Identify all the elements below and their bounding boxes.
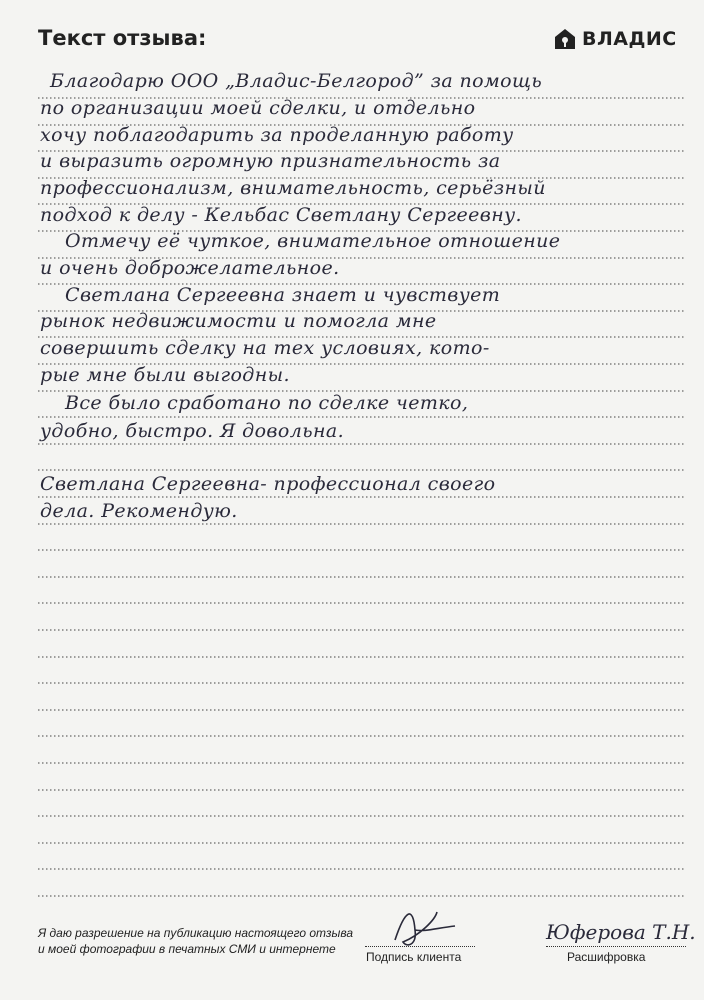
consent-line-2: и моей фотографии в печатных СМИ и интернете [38,942,336,956]
review-line: удобно, быстро. Я довольна. [40,420,345,442]
brand-name: ВЛАДИС [582,28,677,50]
review-line: и выразить огромную признательность за [40,150,501,172]
review-line: Светлана Сергеевна- профессионал своего [40,473,496,495]
review-line: Отмечу её чуткое, внимательное отношение [65,230,561,252]
review-line: хочу поблагодарить за проделанную работу [40,124,514,146]
review-line: совершить сделку на тех условиях, кото- [40,337,490,359]
review-line: по организации моей сделки, и отдельно [40,97,476,119]
decoding-value: Юферова Т.Н. [546,920,696,944]
review-line: Благодарю ООО „Владис-Белгород” за помощь [50,70,543,92]
consent-line-1: Я даю разрешение на публикацию настоящего отзыва [38,926,353,940]
review-line: Все было сработано по сделке четко, [65,392,469,414]
signature-label: Подпись клиента [366,950,462,964]
review-line: дела. Рекомендую. [40,500,238,522]
review-line: рынок недвижимости и помогла мне [40,310,437,332]
signature-line [365,946,475,947]
decoding-label: Расшифровка [567,950,646,964]
review-line: профессионализм, внимательность, серьёзный [40,177,546,199]
decoding-line [546,946,686,947]
review-line: и очень доброжелательное. [40,257,340,279]
consent-text [38,925,353,957]
review-line: подход к делу - Кельбас Светлану Сергеевну. [40,204,522,226]
review-line: Светлана Сергеевна знает и чувствует [65,284,501,306]
review-line: рые мне были выгодны. [40,364,290,386]
form-title: Текст отзыва: [38,26,207,50]
